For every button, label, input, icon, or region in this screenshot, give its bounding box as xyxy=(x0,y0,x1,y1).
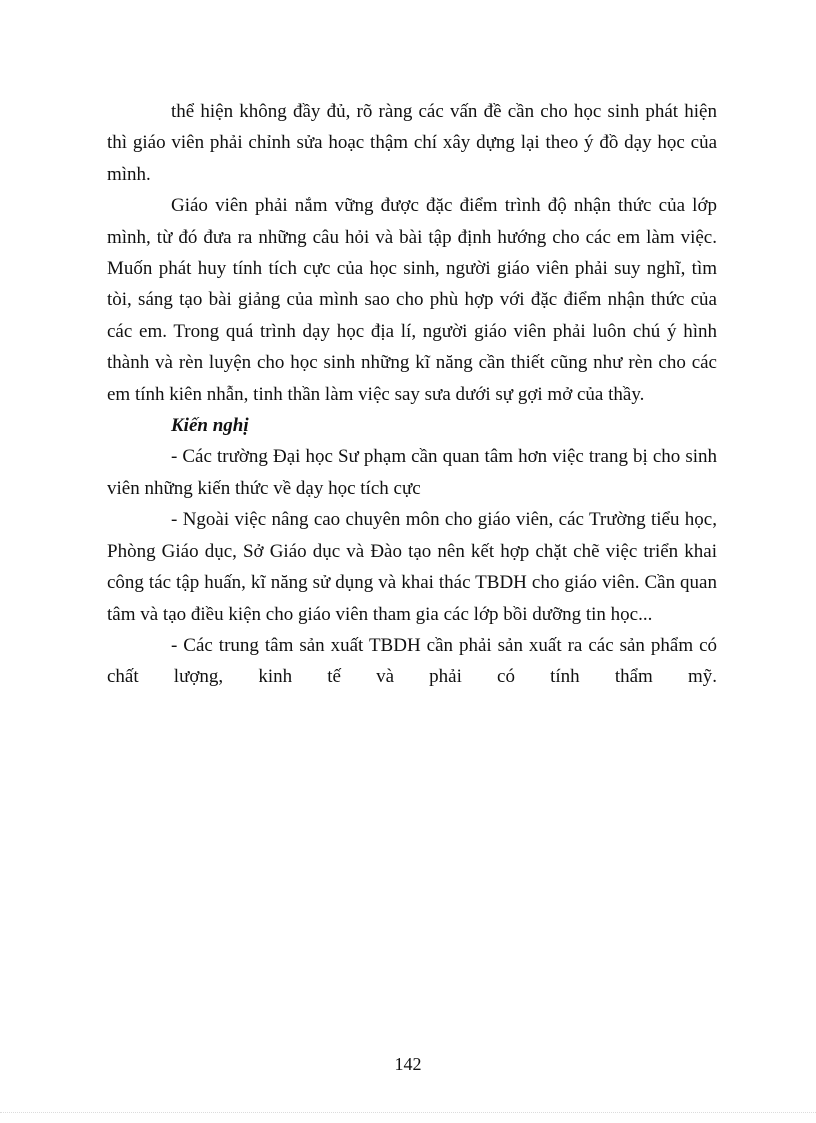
recommendation-item: - Ngoài việc nâng cao chuyên môn cho giáo viên, các Trường tiểu học, Phòng Giáo dục, Sở Giáo dục và Đào tạo nên kết hợp chặt chẽ việc triển khai công tác tập huấn, kĩ năng sử dụng và khai thác TBDH cho giáo viên. Cần quan tâm và tạo điều kiện cho giáo viên tham gia các lớp bồi dưỡng tin học... xyxy=(107,509,717,625)
recommendation-item: - Các trường Đại học Sư phạm cần quan tâm hơn việc trang bị cho sinh viên những kiến thức về dạy học tích cực xyxy=(107,446,717,499)
recommendation-item: - Các trung tâm sản xuất TBDH cần phải sản xuất ra các sản phẩm có chất lượng, kinh tế và phải có tính thẩm mỹ. xyxy=(107,634,717,688)
page-bottom-divider xyxy=(0,1112,816,1113)
document-body xyxy=(107,96,717,693)
paragraph-continuation: thể hiện không đầy đủ, rõ ràng các vấn đề cần cho học sinh phát hiện thì giáo viên phải chỉnh sửa hoạc thậm chí xây dựng lại theo ý đồ dạy học của mình. xyxy=(107,101,717,185)
page-number: 142 xyxy=(394,1054,422,1074)
section-heading: Kiến nghị xyxy=(171,415,249,437)
paragraph-teacher-understanding: Giáo viên phải nắm vững được đặc điểm trình độ nhận thức của lớp mình, từ đó đưa ra những câu hỏi và bài tập định hướng cho các em làm việc. Muốn phát huy tính tích cực của học sinh, người giáo viên phải suy nghĩ, tìm tòi, sáng tạo bài giảng của mình sao cho phù hợp với đặc điểm nhận thức của các em. Trong quá trình dạy học địa lí, người giáo viên phải luôn chú ý hình thành và rèn luyện cho học sinh những kĩ năng cần thiết cũng như rèn cho các em tính kiên nhẫn, tinh thần làm việc say sưa dưới sự gợi mở của thầy. xyxy=(107,195,717,405)
